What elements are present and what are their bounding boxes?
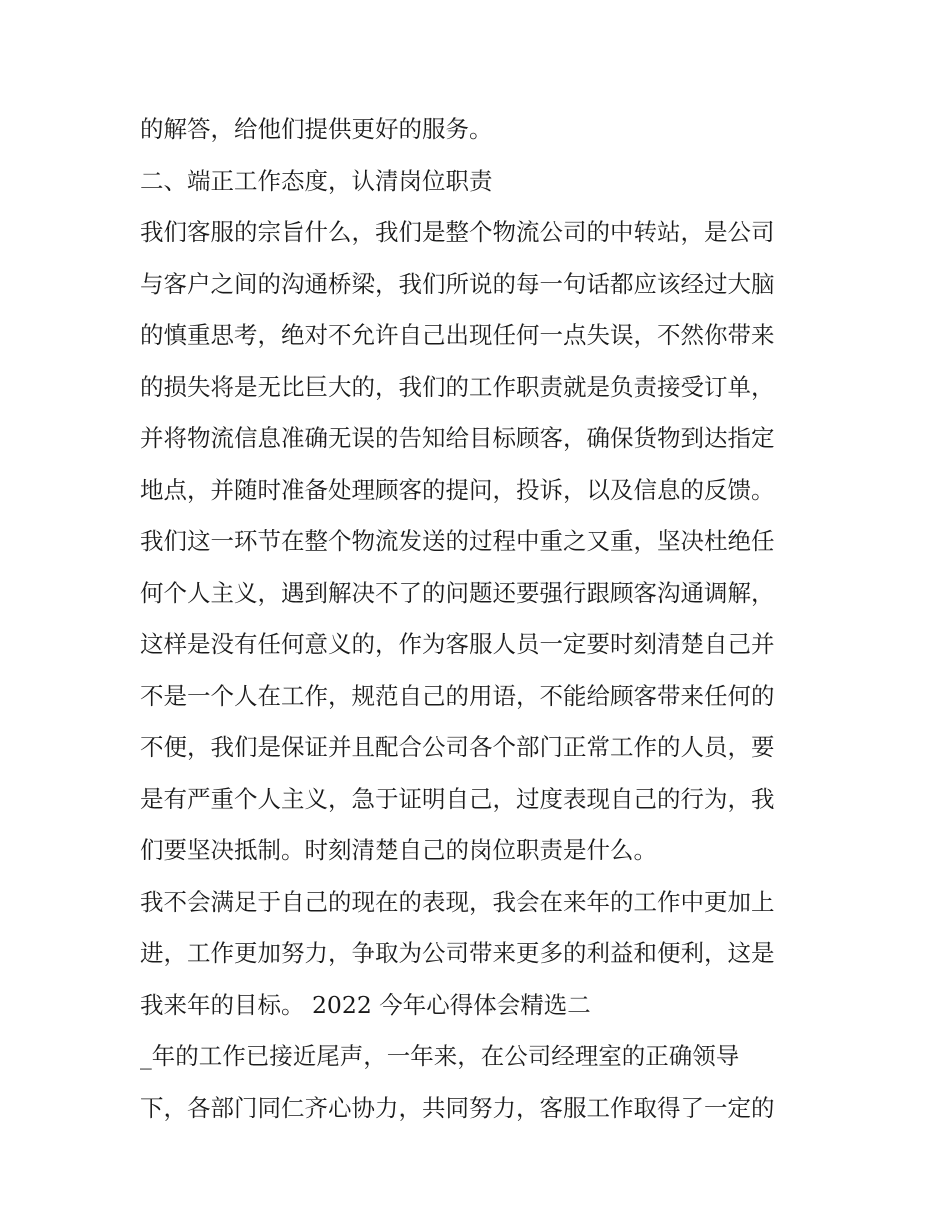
- text-line: 何个人主义，遇到解决不了的问题还要强行跟顾客沟通调解，: [140, 578, 775, 607]
- text-line: 的慎重思考，绝对不允许自己出现任何一点失误，不然你带来: [140, 321, 775, 349]
- text-line: 进，工作更加努力，争取为公司带来更多的利益和便利，这是: [140, 939, 775, 967]
- text-line: 是有严重个人主义，急于证明自己，过度表现自己的行为，我: [140, 784, 775, 813]
- text-line: 这样是没有任何意义的，作为客服人员一定要时刻清楚自己并: [140, 630, 775, 658]
- text-line: 的解答，给他们提供更好的服务。: [140, 115, 493, 143]
- text-line: 与客户之间的沟通桥梁，我们所说的每一句话都应该经过大脑: [140, 269, 775, 298]
- text-line: 我们客服的宗旨什么，我们是整个物流公司的中转站，是公司: [140, 218, 775, 246]
- text-line: 的损失将是无比巨大的，我们的工作职责就是负责接受订单，: [140, 372, 775, 401]
- text-line: 不便，我们是保证并且配合公司各个部门正常工作的人员，要: [140, 733, 775, 761]
- text-line: 不是一个人在工作，规范自己的用语，不能给顾客带来任何的: [140, 681, 775, 710]
- text-line: 我来年的目标。 2022 今年心得体会精选二: [140, 990, 591, 1019]
- text-line: 我不会满足于自己的现在的表现，我会在来年的工作中更加上: [140, 887, 775, 916]
- section-heading: 二、端正工作态度，认清岗位职责: [140, 166, 493, 195]
- text-line: 并将物流信息准确无误的告知给目标顾客，确保货物到达指定: [140, 424, 775, 452]
- text-line: _年的工作已接近尾声，一年来，在公司经理室的正确领导: [140, 1042, 740, 1070]
- text-line: 地点，并随时准备处理顾客的提问，投诉，以及信息的反馈。: [140, 475, 775, 504]
- body-text: [140, 104, 820, 1134]
- text-line: 们要坚决抵制。时刻清楚自己的岗位职责是什么。: [140, 836, 657, 864]
- text-line: 我们这一环节在整个物流发送的过程中重之又重，坚决杜绝任: [140, 527, 775, 555]
- text-line: 下，各部门同仁齐心协力，共同努力，客服工作取得了一定的: [140, 1093, 775, 1122]
